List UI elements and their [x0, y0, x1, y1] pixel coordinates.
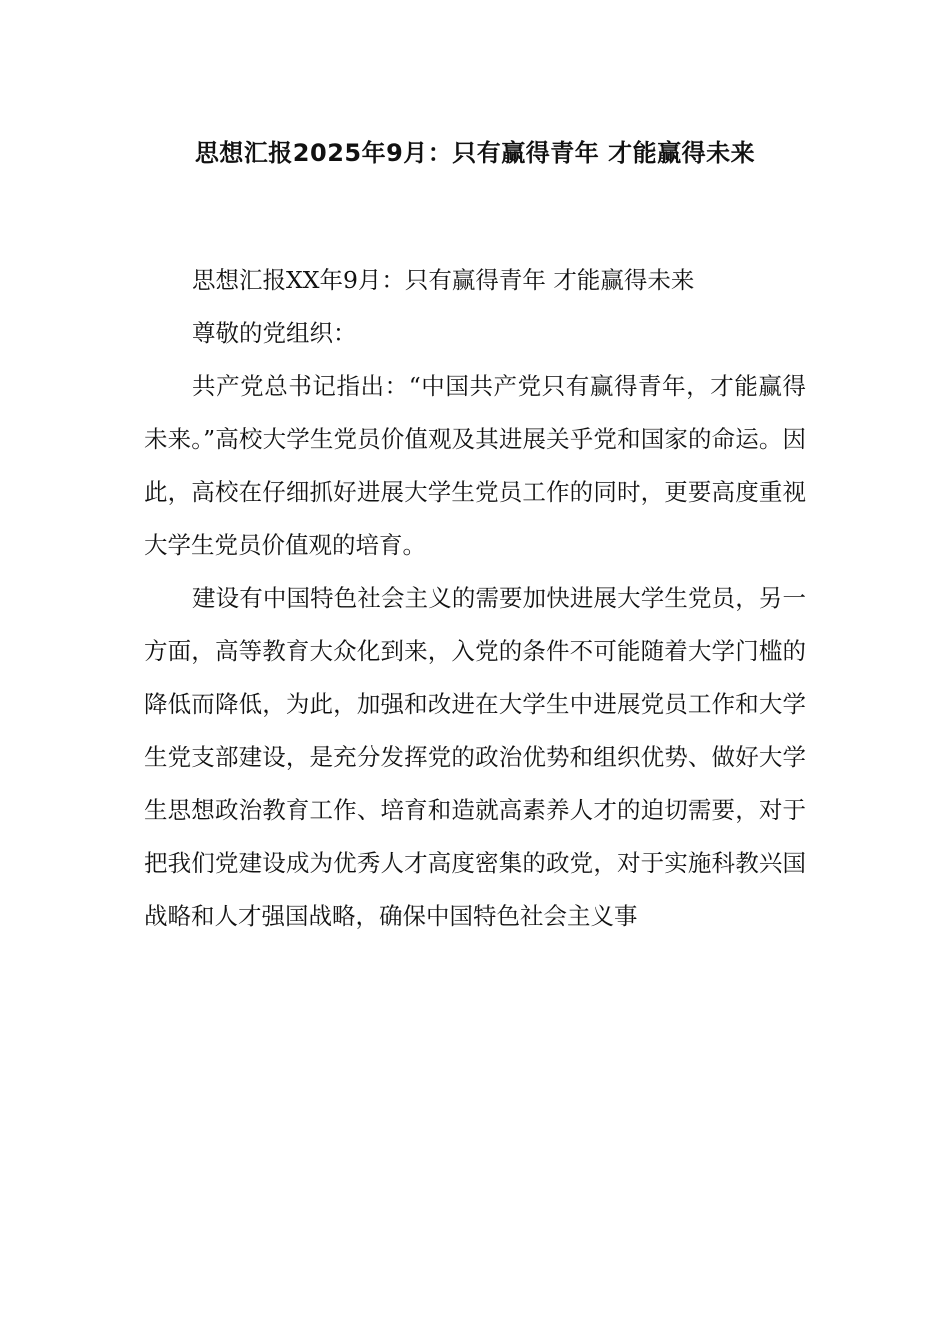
document-title: 思想汇报2025年9月：只有赢得青年 才能赢得未来 — [194, 139, 756, 167]
document-body — [144, 254, 806, 943]
paragraph-subtitle: 思想汇报XX年9月：只有赢得青年 才能赢得未来 — [192, 266, 695, 294]
paragraph-salutation: 尊敬的党组织： — [192, 319, 357, 347]
paragraph-main: 建设有中国特色社会主义的需要加快进展大学生党员，另一方面，高等教育大众化到来，入党的条件不可能随着大学门槛的降低而降低，为此，加强和改进在大学生中进展党员工作和大学生党支部建设，是充分发挥党的政治优势和组织优势、做好大学生思想政治教育工作、培育和造就高素养人才的迫切需要，对于把我们党建设成为优秀人才高度密集的政党，对于实施科教兴国战略和人才强国战略，确保中国特色社会主义事 — [144, 584, 806, 930]
paragraph-intro: 共产党总书记指出：“中国共产党只有赢得青年，才能赢得未来。”高校大学生党员价值观及其进展关乎党和国家的命运。因此，高校在仔细抓好进展大学生党员工作的同时，更要高度重视大学生党员价值观的培育。 — [144, 372, 806, 559]
